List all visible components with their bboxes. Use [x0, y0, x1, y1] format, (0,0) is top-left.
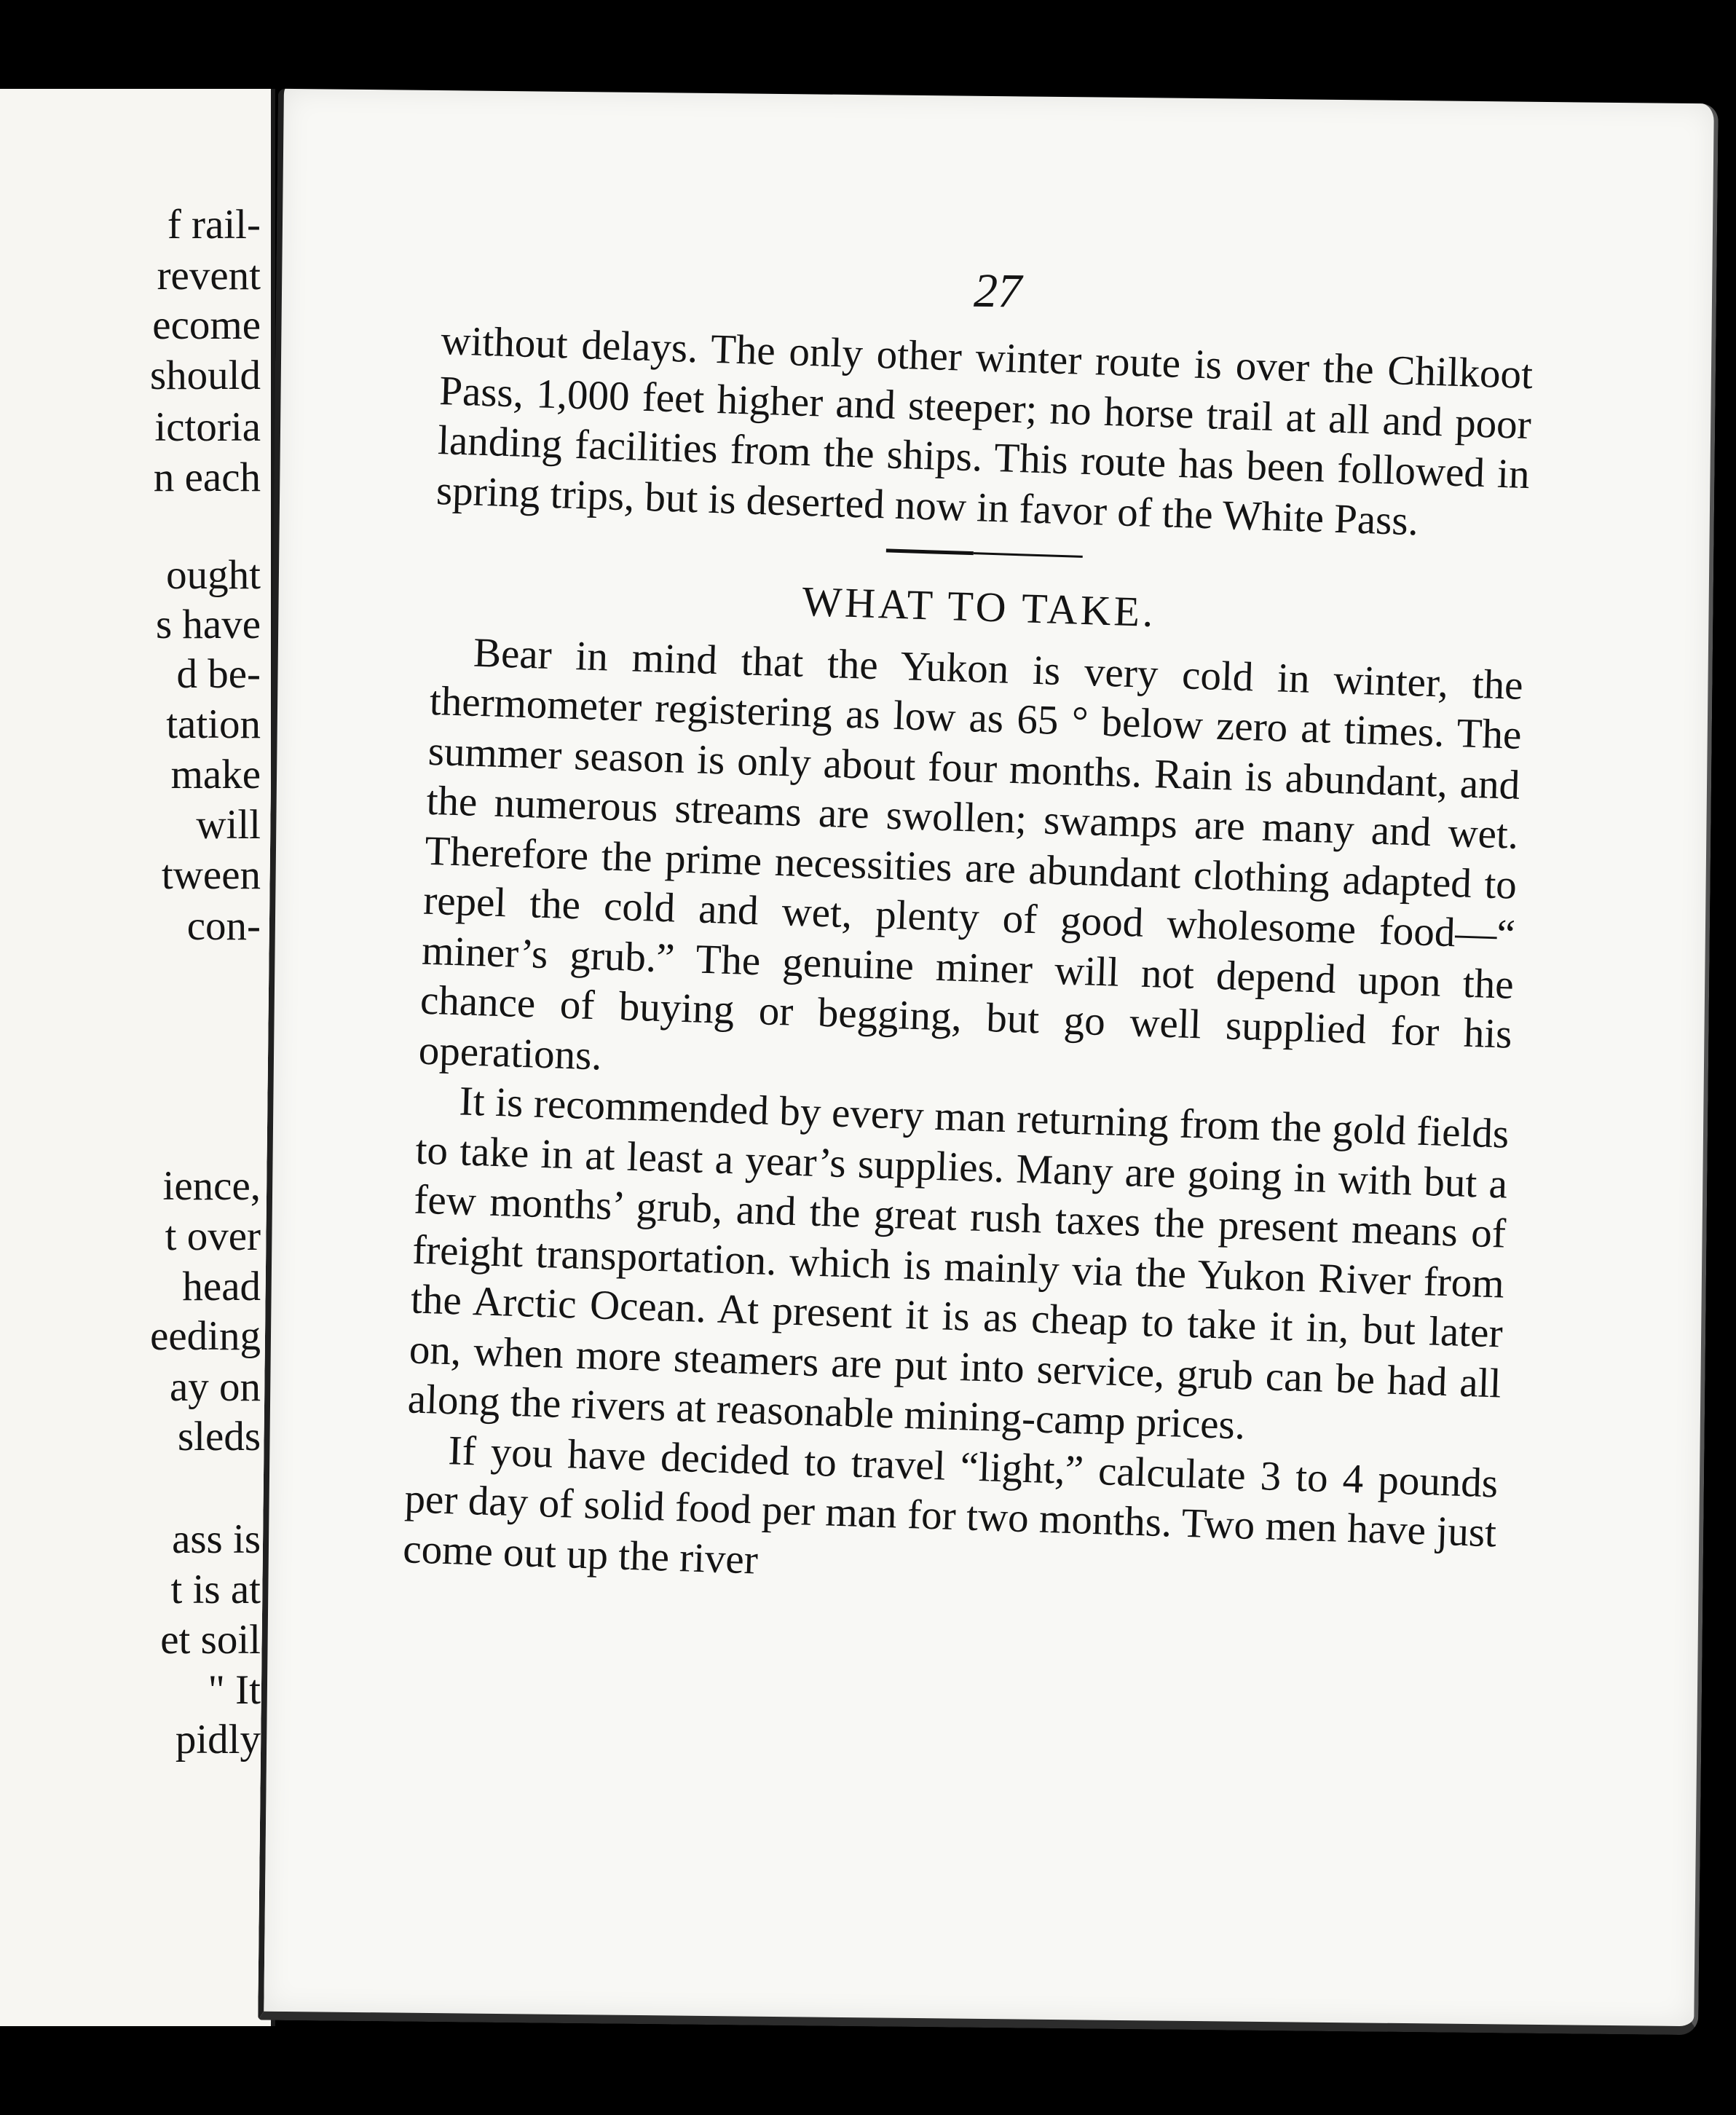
divider-rule-thick: [886, 548, 974, 555]
left-text-fragment: ay on: [169, 1364, 261, 1410]
left-text-fragment: " It: [208, 1667, 261, 1713]
continuation-paragraph: without delays. The only other winter route is over the Chilkoot Pass, 1,000 feet higher and steeper; no horse trail at all and poor landing facilities from the ships. This route has been followed in spring trips, but is deserted now in favor of the White Pass.: [435, 318, 1534, 544]
page-text-block: [402, 316, 1534, 1608]
left-text-fragment: con-: [186, 903, 261, 949]
paragraph-1: Bear in mind that the Yukon is very cold in winter, the thermometer registering as low as 65 ° below zero at times. The summer season is only about four months. Rain is abundant, and the numerous streams are swollen; swamps are many and wet. Therefore the prime necessities are abundant clothing adapted to repel the cold and wet, plenty of good wholesome food—“ miner’s grub.” The genuine miner will not depend upon the chance of buying or begging, but go well supplied for his operations.: [418, 629, 1524, 1079]
left-text-fragment: tween: [161, 852, 261, 898]
left-text-fragment: eeding: [150, 1313, 261, 1359]
section-heading: WHAT TO TAKE.: [801, 577, 1157, 637]
left-text-fragment: t is at: [170, 1567, 261, 1612]
paragraph-3: If you have decided to travel “light,” calculate 3 to 4 pounds per day of solid food per man for two months. Two men have just come out up the river: [402, 1427, 1499, 1583]
left-text-fragment: d be-: [176, 651, 261, 697]
left-text-fragment: sleds: [178, 1414, 261, 1460]
left-text-fragment: ought: [166, 552, 261, 598]
left-text-fragment: pidly: [175, 1717, 261, 1762]
divider-rule-thin: [974, 552, 1083, 558]
right-page: [258, 89, 1719, 2036]
left-text-fragment: tation: [166, 701, 261, 747]
page-number: 27: [973, 264, 1022, 318]
left-text-fragment: should: [149, 352, 261, 398]
left-text-fragment: n each: [153, 454, 261, 500]
left-text-fragment: revent: [157, 253, 261, 299]
left-text-fragment: make: [170, 752, 261, 797]
left-text-fragment: ience,: [162, 1163, 261, 1209]
left-page: [0, 89, 275, 2026]
left-text-fragment: t over: [165, 1213, 261, 1259]
left-text-fragment: s have: [155, 602, 261, 647]
left-text-fragment: will: [196, 802, 261, 848]
left-text-fragment: f rail-: [167, 202, 261, 248]
left-text-fragment: ass is: [172, 1516, 261, 1562]
left-text-fragment: head: [182, 1264, 261, 1309]
left-text-fragment: ecome: [152, 302, 261, 348]
left-text-fragment: ictoria: [154, 404, 261, 450]
left-text-fragment: et soil: [160, 1617, 261, 1663]
paragraph-2: It is recommended by every man returning from the gold fields to take in at least a year’s supplies. Many are going in with but a few months’ grub, and the great rush taxes the present means of freight transportation. which is mainly via the Yukon River from the Arctic Ocean. At present it is as cheap to take it in, but later on, when more steamers are put into service, grub can be had all along the rivers at reasonable mining-camp prices.: [406, 1078, 1510, 1449]
